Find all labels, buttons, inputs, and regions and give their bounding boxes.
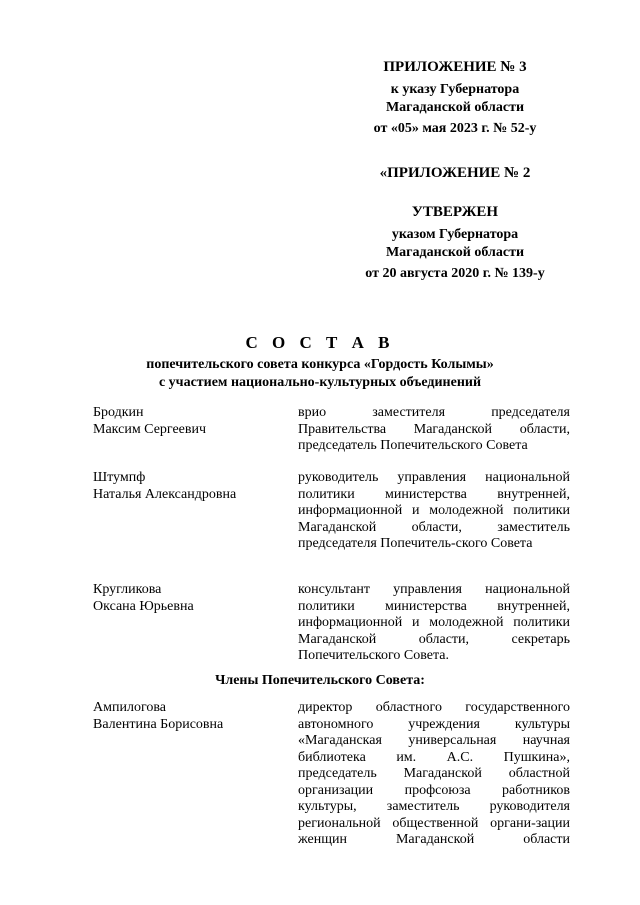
member-given-name: Валентина Борисовна xyxy=(93,716,224,732)
appendix-2-block xyxy=(330,164,580,182)
members-title: Члены Попечительского Совета: xyxy=(215,673,425,688)
appendix-3-line2: Магаданской области xyxy=(385,100,525,115)
member-name xyxy=(93,582,283,615)
appendix-3-title: ПРИЛОЖЕНИЕ № 3 xyxy=(383,59,527,75)
member-given-name: Оксана Юрьевна xyxy=(93,598,194,614)
member-role: консультант управления национальной политики министерства внутренней, информационной и молодежной политики Магаданской области, секретарь Попечительского Совета. xyxy=(298,582,570,663)
member-name xyxy=(93,700,283,733)
member-role: руководитель управления национальной политики министерства внутренней, информационной и молодежной политики Магаданской области, заместитель председателя Попечитель-ского Совета xyxy=(298,470,570,551)
approved-block xyxy=(330,203,580,283)
approved-line1: указом Губернатора xyxy=(391,227,519,242)
member-given-name: Наталья Александровна xyxy=(93,486,237,502)
member-surname: Кругликова xyxy=(93,582,162,597)
composition-title xyxy=(0,333,640,392)
member-role: врио заместителя председателя Правительства Магаданской области, председатель Попечительского Совета xyxy=(298,405,570,453)
member-name xyxy=(93,405,283,438)
member-given-name: Максим Сергеевич xyxy=(93,421,207,437)
member-role: директор областного государственного автономного учреждения культуры «Магаданская универсальная научная библиотека им. А.С. Пушкина», председатель Магаданской областной организации профсоюза работников культуры, заместитель руководителя региональной общественной органи-зации женщин Магаданской области xyxy=(298,700,570,847)
appendix-3-block xyxy=(330,58,580,138)
composition-heading: С О С Т А В xyxy=(245,333,395,352)
member-name xyxy=(93,470,283,503)
member-surname: Бродкин xyxy=(93,405,144,420)
appendix-2-title: «ПРИЛОЖЕНИЕ № 2 xyxy=(379,165,531,181)
member-surname: Ампилогова xyxy=(93,700,166,715)
composition-subtitle-1: попечительского совета конкурса «Гордость Колымы» xyxy=(146,357,494,372)
appendix-3-line1: к указу Губернатора xyxy=(390,82,520,97)
approved-line3: от 20 августа 2020 г. № 139-у xyxy=(365,266,545,281)
approved-title: УТВЕРЖЕН xyxy=(411,204,499,220)
member-surname: Штумпф xyxy=(93,470,146,485)
approved-line2: Магаданской области xyxy=(385,245,525,260)
appendix-3-line3: от «05» мая 2023 г. № 52-у xyxy=(373,121,537,136)
composition-subtitle-2: с участием национально-культурных объединений xyxy=(158,375,482,390)
